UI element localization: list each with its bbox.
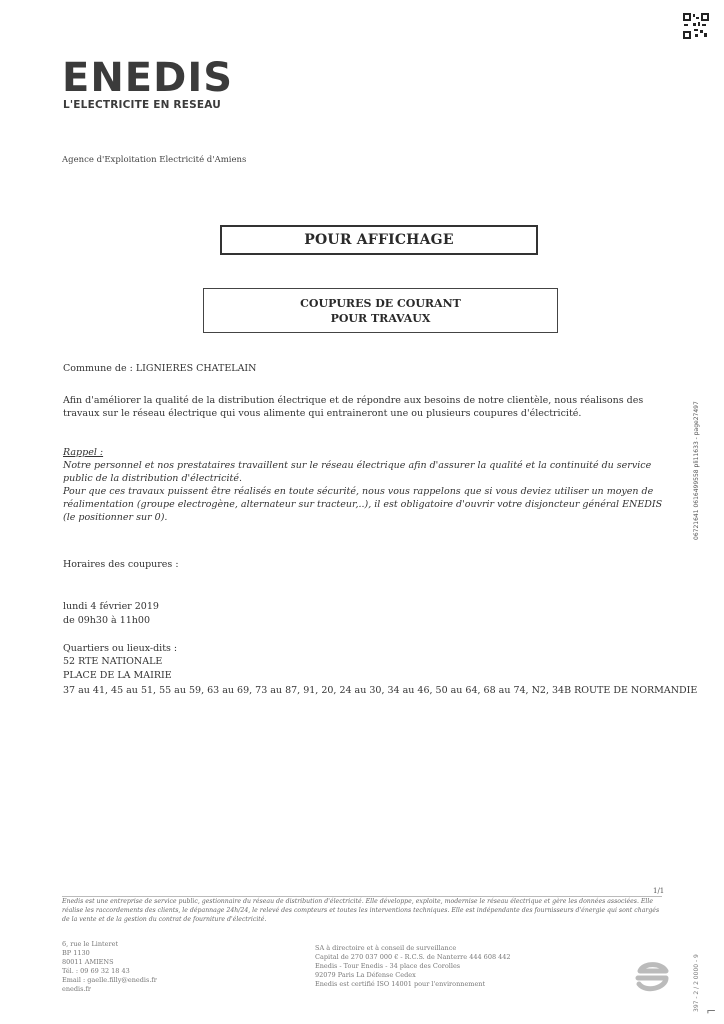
outage-hours: de 09h30 à 11h00 — [63, 615, 151, 626]
agency-name: Agence d'Exploitation Electricité d'Amiens — [62, 155, 247, 165]
place-item: 52 RTE NATIONALE — [63, 656, 163, 667]
outage-date: lundi 4 février 2019 — [63, 601, 159, 612]
rappel-section — [63, 446, 673, 524]
company-line: Enedis est certifié ISO 14001 pour l'environnement — [315, 980, 486, 988]
address-line: 6, rue le Linteret — [62, 940, 119, 948]
qr-code — [683, 13, 709, 39]
rappel-paragraph-2: Pour que ces travaux puissent être réalisés en toute sécurité, nous vous rappelons que si vous deviez utiliser un moyen de réalimentation (groupe electrogène, alternateur sur tracteur,..), il est obligatoire d'ouvrir votre disjoncteur général ENEDIS (le positionner sur 0). — [63, 486, 663, 523]
quartiers-label: Quartiers ou lieux-dits : — [63, 643, 178, 654]
intro-paragraph: Afin d'améliorer la qualité de la distribution électrique et de répondre aux besoins de notre clientèle, nous réalisons des travaux sur le réseau électrique qui vous alimente qui entraineront une ou plusieurs coupures d'électricité. — [63, 395, 644, 419]
subject-box — [203, 288, 558, 333]
commune: Commune de : LIGNIERES CHATELAIN — [63, 363, 257, 374]
address-line: 80011 AMIENS — [62, 958, 114, 966]
notice-heading: POUR AFFICHAGE — [304, 232, 454, 248]
rappel-title: Rappel : — [63, 447, 104, 458]
horaires-label: Horaires des coupures : — [63, 559, 179, 570]
place-item: PLACE DE LA MAIRIE — [63, 670, 172, 681]
company-line: Capital de 270 037 000 € - R.C.S. de Nanterre 444 608 442 — [315, 953, 511, 961]
company-info — [315, 944, 511, 989]
enedis-logo: ENEDIS — [62, 55, 234, 101]
enedis-emblem-icon — [632, 957, 672, 997]
corner-mark: ⌐ — [706, 1004, 717, 1018]
rappel-paragraph-1: Notre personnel et nos prestataires travaillent sur le réseau électrique afin d'assurer la qualité et la continuité du service public de la distribution d'électricité. — [63, 460, 652, 484]
company-line: 92079 Paris La Défense Cedex — [315, 971, 416, 979]
subject-line-2: POUR TRAVAUX — [330, 311, 431, 325]
address-line: Email : gaelle.filly@enedis.fr — [62, 976, 157, 984]
company-line: Enedis - Tour Enedis - 34 place des Corolles — [315, 962, 461, 970]
notice-heading-box — [220, 225, 538, 255]
place-item: 37 au 41, 45 au 51, 55 au 59, 63 au 69, 73 au 87, 91, 20, 24 au 30, 34 au 46, 50 au 64, 68 au 74, N2, 34B ROUTE DE NORMANDIE — [63, 685, 698, 696]
page-number: 1/1 — [653, 887, 665, 895]
footer-note: Enedis est une entreprise de service public, gestionnaire du réseau de distribution d'électricité. Elle développe, exploite, modernise le réseau électrique et gère les données associées. Elle réalise les raccordements des clients, le dépannage 24h/24, le relevé des compteurs et toutes les interventions techniques. Elle est indépendante des fournisseurs d'énergie qui sont chargés de la vente et de la gestion du contrat de fourniture d'électricité. — [62, 898, 660, 923]
address-line: BP 1130 — [62, 949, 90, 957]
company-line: SA à directoire et à conseil de surveillance — [315, 944, 457, 952]
side-reference: 06721641 0616499558 pli11633 - page27497 — [693, 401, 700, 540]
side-code: 397 - 2 / 2 0000 - 9 — [693, 954, 700, 1012]
address-line: enedis.fr — [62, 985, 92, 993]
address-line: Tél. : 09 69 32 18 43 — [62, 967, 130, 975]
agency-address — [62, 940, 157, 994]
logo-tagline: L'ELECTRICITE EN RESEAU — [63, 99, 221, 111]
subject-line-1: COUPURES DE COURANT — [300, 296, 461, 310]
